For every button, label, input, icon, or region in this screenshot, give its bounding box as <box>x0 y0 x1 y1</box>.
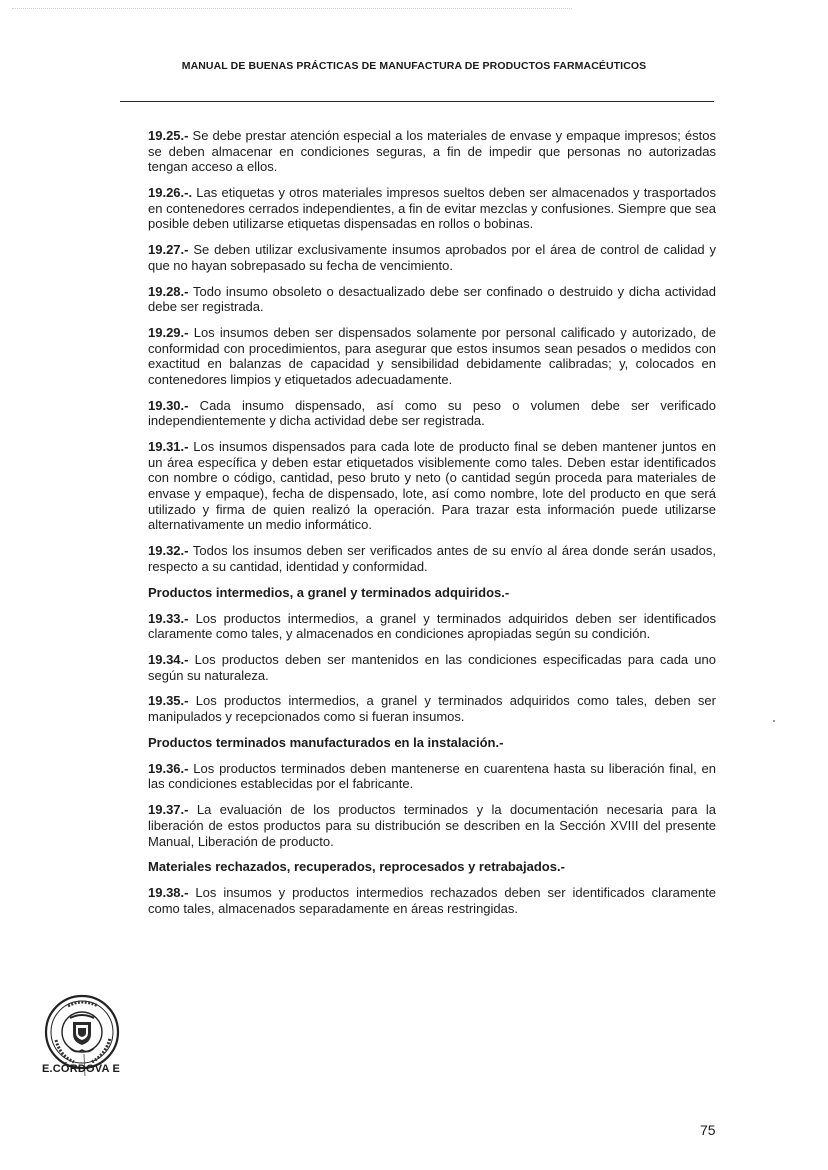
article-paragraph <box>148 185 716 232</box>
article-paragraph <box>148 439 716 533</box>
article-text: Todo insumo obsoleto o desactualizado debe ser confinado o destruido y dicha actividad debe ser registrada. <box>148 283 716 315</box>
page-number: 75 <box>700 1122 716 1138</box>
article-paragraph <box>148 242 716 273</box>
scan-artifact <box>12 8 572 19</box>
header-rule <box>120 101 714 102</box>
article-text: Las etiquetas y otros materiales impresos sueltos deben ser almacenados y trasportados en contenedores cerrados independientes, a fin de evitar mezclas y confusiones. Siempre que sea posible deben utilizarse etiquetas dispensadas en rollos o bobinas. <box>148 185 717 232</box>
article-number: 19.28.- <box>148 283 189 299</box>
article-paragraph <box>148 802 716 849</box>
article-text: Los insumos deben ser dispensados solamente por personal calificado y autorizado, de conformidad con procedimientos, para asegurar que estos insumos sean pesados o medidos con exactitud en balanzas de capacidad y sensibilidad debidamente calibradas; y, colocados en contenedores limpios y etiquetados adecuadamente. <box>148 325 716 387</box>
article-text: Cada insumo dispensado, así como su peso o volumen debe ser verificado independientemente y dicha actividad debe ser registrada. <box>148 397 716 429</box>
article-paragraph <box>148 284 716 315</box>
article-paragraph <box>148 543 716 574</box>
article-text: Los productos intermedios, a granel y terminados adquiridos como tales, deben ser manipulados y recepcionados como si fueran insumos. <box>148 693 716 725</box>
article-paragraph <box>148 652 716 683</box>
article-number: 19.34.- <box>148 652 189 667</box>
section-heading: Materiales rechazados, recuperados, reprocesados y retrabajados.- <box>148 859 565 875</box>
article-text: Todos los insumos deben ser verificados antes de su envío al área donde serán usados, respecto a su cantidad, identidad y conformidad. <box>148 543 716 574</box>
article-number: 19.32.- <box>148 543 189 559</box>
article-number: 19.33.- <box>148 610 189 626</box>
article-paragraph <box>148 128 716 175</box>
article-paragraph <box>148 325 716 387</box>
article-number: 19.38.- <box>148 885 189 901</box>
article-text: Los productos terminados deben mantenerse en cuarentena hasta su liberación final, en las condiciones establecidas por el fabricante. <box>148 760 716 792</box>
document-header: MANUAL DE BUENAS PRÁCTICAS DE MANUFACTURA DE PRODUCTOS FARMACÉUTICOS <box>181 60 647 72</box>
article-number: 19.36.- <box>148 760 189 776</box>
article-number: 19.30.- <box>148 397 189 413</box>
section-heading: Productos intermedios, a granel y terminados adquiridos.- <box>148 584 510 600</box>
document-body <box>148 128 716 927</box>
article-paragraph <box>148 693 716 724</box>
article-paragraph <box>148 398 716 429</box>
article-text: Los productos deben ser mantenidos en las condiciones especificadas para cada uno según su naturaleza. <box>148 652 716 683</box>
article-number: 19.31.- <box>148 439 189 455</box>
article-text: Los productos intermedios, a granel y terminados adquiridos deben ser identificados claramente como tales, y almacenados en condiciones apropiadas según su condición. <box>148 610 716 642</box>
article-number: 19.35.- <box>148 693 189 709</box>
article-number: 19.29.- <box>148 325 189 341</box>
article-number: 19.26.-. <box>148 185 193 201</box>
article-paragraph <box>148 885 716 916</box>
section-heading: Productos terminados manufacturados en la instalación.- <box>148 734 504 750</box>
article-text: Los insumos dispensados para cada lote de producto final se deben mantener juntos en un área específica y deben estar etiquetados visiblemente como tales. Deben estar identificados con nombre o código, cantidad, peso bruto y neto (o cantidad según proceda para materiales de envase y empaque), fecha de dispensado, lote, así como nombre, lote del producto en que será utilizado y firma de quien realizó la operación. Para trazar esta información puede utilizarse alternativamente un medio informático. <box>148 439 716 533</box>
article-paragraph <box>148 611 716 642</box>
scan-speck <box>773 720 775 722</box>
seal-caption: E.CÓRDOVA E <box>42 1063 120 1075</box>
article-paragraph <box>148 761 716 792</box>
article-number: 19.25.- <box>148 128 189 143</box>
article-text: Se deben utilizar exclusivamente insumos aprobados por el área de control de calidad y que no hayan sobrepasado su fecha de vencimiento. <box>148 242 716 273</box>
article-text: La evaluación de los productos terminados y la documentación necesaria para la liberación de estos productos para su distribución se describen en la Sección XVIII del presente Manual, Liberación de producto. <box>148 802 716 849</box>
article-number: 19.27.- <box>148 242 189 258</box>
article-text: Se debe prestar atención especial a los materiales de envase y empaque impresos; éstos se deben almacenar en condiciones seguras, a fin de impedir que personas no autorizadas tengan acceso a ellos. <box>148 128 716 175</box>
article-text: Los insumos y productos intermedios rechazados deben ser identificados claramente como tales, almacenados separadamente en áreas restringidas. <box>148 885 716 916</box>
article-number: 19.37.- <box>148 802 189 818</box>
